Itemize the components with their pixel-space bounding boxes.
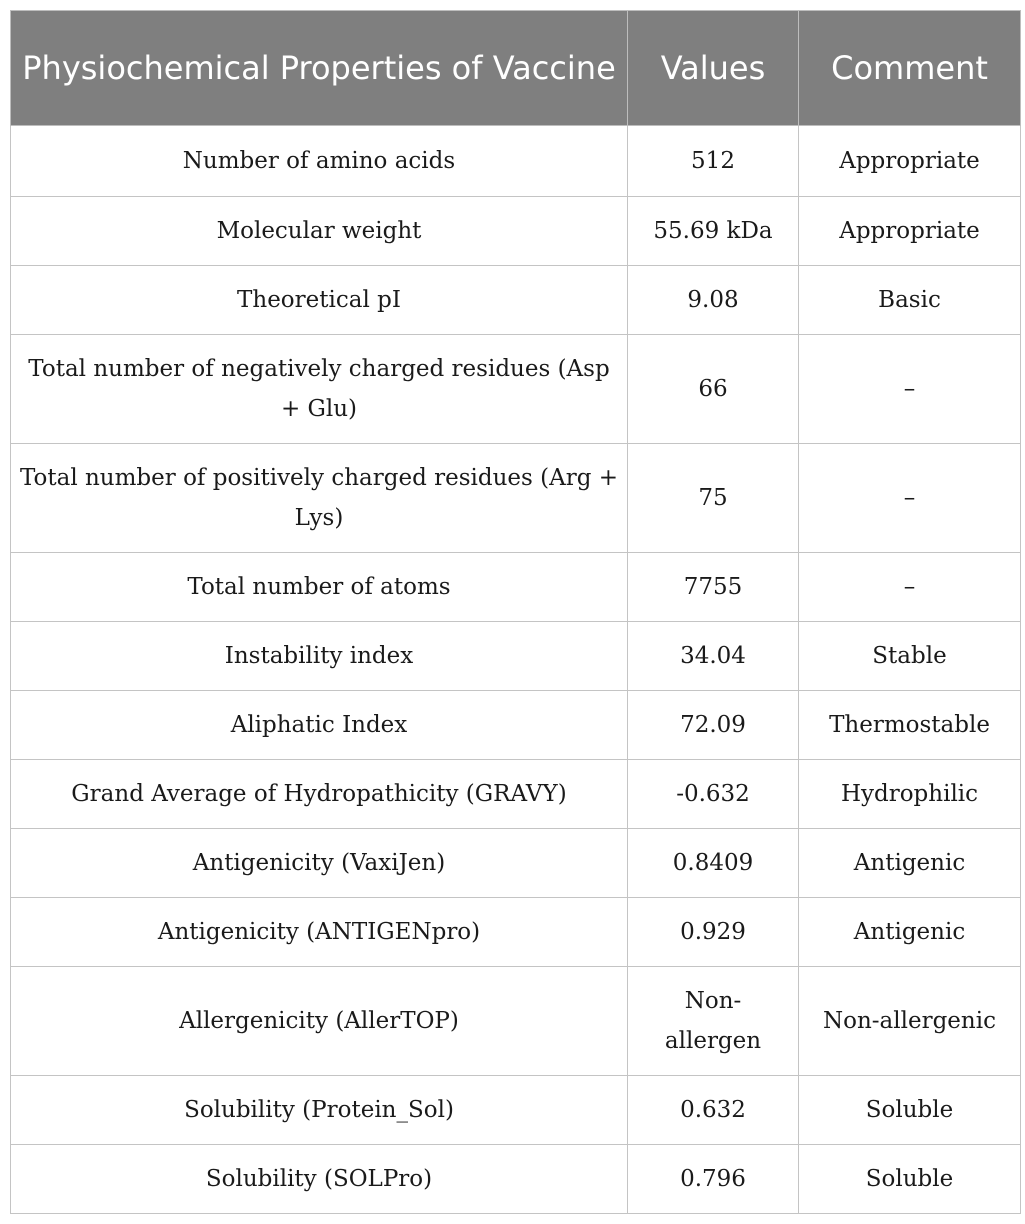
value-cell: 0.8409 xyxy=(628,829,799,898)
comment-cell: Thermostable xyxy=(799,691,1021,760)
table-row xyxy=(11,197,1021,266)
value-cell: 7755 xyxy=(628,553,799,622)
table-row xyxy=(11,126,1021,197)
value-cell: 34.04 xyxy=(628,622,799,691)
table-row xyxy=(11,691,1021,760)
property-cell: Number of amino acids xyxy=(11,126,628,197)
property-cell: Allergenicity (AllerTOP) xyxy=(11,967,628,1076)
header-comment: Comment xyxy=(799,11,1021,126)
value-cell: -0.632 xyxy=(628,760,799,829)
property-cell: Solubility (SOLPro) xyxy=(11,1145,628,1214)
property-cell: Aliphatic Index xyxy=(11,691,628,760)
comment-cell: Stable xyxy=(799,622,1021,691)
value-cell: 72.09 xyxy=(628,691,799,760)
table-row xyxy=(11,1145,1021,1214)
comment-cell: Hydrophilic xyxy=(799,760,1021,829)
property-cell: Instability index xyxy=(11,622,628,691)
value-cell: 512 xyxy=(628,126,799,197)
property-cell: Grand Average of Hydropathicity (GRAVY) xyxy=(11,760,628,829)
comment-cell: Basic xyxy=(799,266,1021,335)
property-cell: Total number of atoms xyxy=(11,553,628,622)
header-property: Physiochemical Properties of Vaccine xyxy=(11,11,628,126)
comment-cell: Antigenic xyxy=(799,829,1021,898)
table-row xyxy=(11,266,1021,335)
property-cell: Theoretical pI xyxy=(11,266,628,335)
property-cell: Total number of positively charged residues (Arg + Lys) xyxy=(11,444,628,553)
comment-cell: Soluble xyxy=(799,1076,1021,1145)
table-header-row xyxy=(11,11,1021,126)
comment-cell: – xyxy=(799,444,1021,553)
comment-cell: Non-allergenic xyxy=(799,967,1021,1076)
property-cell: Molecular weight xyxy=(11,197,628,266)
table-row xyxy=(11,1076,1021,1145)
table-row xyxy=(11,898,1021,967)
value-cell xyxy=(628,967,799,1076)
property-cell: Solubility (Protein_Sol) xyxy=(11,1076,628,1145)
property-cell: Antigenicity (VaxiJen) xyxy=(11,829,628,898)
value-cell: 9.08 xyxy=(628,266,799,335)
value-cell: 55.69 kDa xyxy=(628,197,799,266)
header-values: Values xyxy=(628,11,799,126)
table-row xyxy=(11,335,1021,444)
value-cell: 0.796 xyxy=(628,1145,799,1214)
table-row xyxy=(11,553,1021,622)
value-text: Non-allergen xyxy=(664,988,762,1054)
comment-cell: Appropriate xyxy=(799,197,1021,266)
comment-cell: – xyxy=(799,335,1021,444)
value-cell: 0.632 xyxy=(628,1076,799,1145)
vaccine-properties-table xyxy=(10,10,1021,1214)
table-row xyxy=(11,829,1021,898)
property-cell: Total number of negatively charged residues (Asp + Glu) xyxy=(11,335,628,444)
value-cell: 0.929 xyxy=(628,898,799,967)
table-row xyxy=(11,760,1021,829)
value-cell: 75 xyxy=(628,444,799,553)
property-cell: Antigenicity (ANTIGENpro) xyxy=(11,898,628,967)
comment-cell: Soluble xyxy=(799,1145,1021,1214)
comment-cell: – xyxy=(799,553,1021,622)
table-row xyxy=(11,967,1021,1076)
value-cell: 66 xyxy=(628,335,799,444)
comment-cell: Appropriate xyxy=(799,126,1021,197)
comment-cell: Antigenic xyxy=(799,898,1021,967)
table-row xyxy=(11,444,1021,553)
table-row xyxy=(11,622,1021,691)
